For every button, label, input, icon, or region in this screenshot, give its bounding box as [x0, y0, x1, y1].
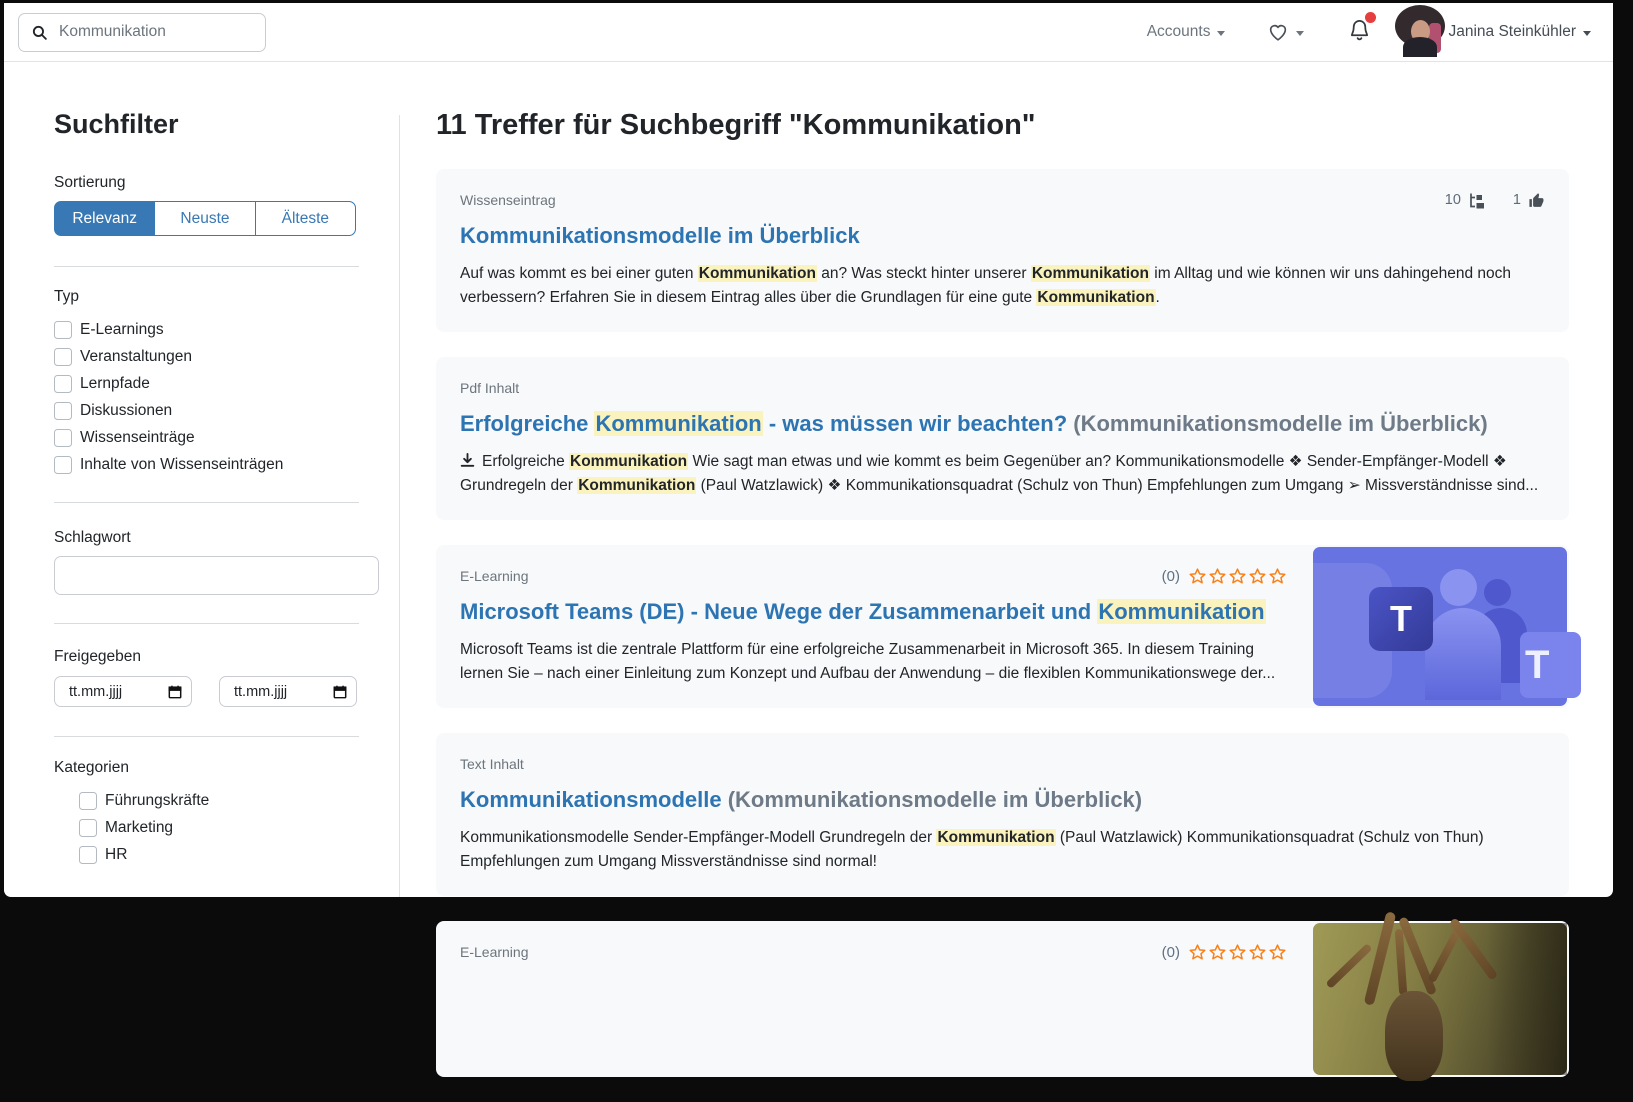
chevron-down-icon [1583, 31, 1591, 36]
chevron-down-icon [1217, 31, 1225, 36]
checkbox-label: Inhalte von Wissenseinträgen [80, 455, 284, 473]
calendar-icon[interactable] [168, 685, 182, 699]
checkbox-label: Veranstaltungen [80, 347, 193, 365]
top-bar [4, 3, 1613, 62]
star-outline-icon [1228, 943, 1247, 962]
checkbox-unchecked[interactable] [54, 321, 72, 339]
result-card [436, 733, 1569, 896]
released-from-date-input[interactable]: tt.mm.jjjj [54, 676, 192, 707]
checkbox-unchecked[interactable] [54, 402, 72, 420]
result-rating [1162, 567, 1287, 586]
checkbox-unchecked[interactable] [79, 846, 97, 864]
type-filter-option-lernpfade[interactable] [54, 370, 359, 397]
sort-button-relevanz[interactable]: Relevanz [54, 201, 155, 236]
download-icon [460, 453, 475, 468]
vertical-divider [399, 115, 400, 897]
results-heading: 11 Treffer für Suchbegriff "Kommunikation" [436, 109, 1036, 141]
checkbox-label: HR [105, 845, 128, 863]
divider [54, 266, 359, 267]
checkbox-label: Lernpfade [80, 374, 150, 392]
star-outline-icon [1188, 567, 1207, 586]
global-search[interactable] [18, 13, 266, 52]
calendar-icon[interactable] [333, 685, 347, 699]
notification-badge [1365, 12, 1376, 23]
stat-value: 10 [1444, 192, 1461, 208]
rating-count: (0) [1161, 943, 1180, 961]
divider [54, 502, 359, 503]
category-filter-option-marketing[interactable] [79, 814, 359, 841]
star-outline-icon [1268, 567, 1287, 586]
keyword-input[interactable] [54, 556, 379, 595]
category-filter-option-hr[interactable] [79, 841, 359, 868]
rating-count: (0) [1161, 567, 1180, 585]
result-type-label: E-Learning [460, 568, 529, 585]
result-title-link[interactable]: Kommunikationsmodelle (Kommunikationsmodelle im Überblick) [460, 787, 1143, 813]
result-stats [1445, 192, 1545, 209]
checkbox-label: E-Learnings [80, 320, 164, 338]
type-filter-option-veranstaltungen[interactable] [54, 343, 359, 370]
notifications-button[interactable] [1348, 18, 1371, 46]
result-description: Auf was kommt es bei einer guten Kommunikation an? Was steckt hinter unserer Kommunikation im Alltag und wie können wir uns dahingehend noch verbessern? Erfahren Sie in diesem Eintrag alles über die Grundlagen für eine gute Kommunikation. [460, 265, 1512, 307]
checkbox-unchecked[interactable] [54, 429, 72, 447]
result-title-link[interactable]: Erfolgreiche Kommunikation - was müssen wir beachten? (Kommunikationsmodelle im Überblick) [460, 411, 1488, 437]
type-filter-list [54, 316, 359, 478]
sitemap-icon [1468, 192, 1485, 209]
favorites-menu[interactable] [1267, 21, 1304, 43]
sidebar-title: Suchfilter [54, 109, 179, 139]
checkbox-unchecked[interactable] [54, 375, 72, 393]
sort-button-älteste[interactable]: Älteste [255, 201, 356, 236]
result-type-label: E-Learning [460, 944, 529, 961]
star-outline-icon [1188, 943, 1207, 962]
checkbox-label: Führungskräfte [105, 791, 210, 809]
result-title-link[interactable]: Kommunikationsmodelle im Überblick [460, 223, 860, 248]
star-outline-icon [1268, 943, 1287, 962]
sort-label: Sortierung [54, 174, 126, 191]
checkbox-label: Diskussionen [80, 401, 173, 419]
sort-button-group [54, 201, 356, 236]
app-window [4, 3, 1613, 961]
type-filter-option-diskussionen[interactable] [54, 397, 359, 424]
checkbox-label: Wissenseinträge [80, 428, 195, 446]
checkbox-unchecked[interactable] [54, 348, 72, 366]
checkbox-unchecked[interactable] [54, 456, 72, 474]
deer-image [1385, 991, 1443, 1081]
checkbox-label: Marketing [105, 818, 174, 836]
type-filter-option-wissenseinträge[interactable] [54, 424, 359, 451]
avatar [1401, 13, 1439, 51]
chevron-down-icon [1296, 31, 1304, 36]
results-list [436, 169, 1569, 1077]
result-description: Kommunikationsmodelle Sender-Empfänger-Modell Grundregeln der Kommunikation (Paul Watzlawick) Kommunikationsquadrat (Schulz von Thun) Empfehlungen zum Umgang Missverständnisse sind normal! [460, 829, 1484, 871]
star-outline-icon [1248, 567, 1267, 586]
result-thumbnail-teams[interactable] [1313, 547, 1567, 706]
result-card [436, 921, 1569, 1077]
result-type-label: Text Inhalt [460, 756, 524, 773]
teams-tile-partial: T [1520, 632, 1581, 698]
accounts-menu[interactable] [1147, 23, 1226, 41]
result-card [436, 169, 1569, 332]
type-filter-label: Typ [54, 288, 79, 305]
star-outline-icon [1228, 567, 1247, 586]
result-description: Erfolgreiche Kommunikation Wie sagt man etwas und wie kommt es beim Gegenüber an? Kommunikationsmodelle ❖ Sender-Empfänger-Modell ❖ Grundregeln der Kommunikation (Paul Watzlawick) ❖ Kommunikationsquadrat (Schulz von Thun) Empfehlungen zum Umgang ➢ Missverständnisse sind... [460, 453, 1539, 495]
checkbox-unchecked[interactable] [79, 792, 97, 810]
heart-icon [1267, 21, 1289, 43]
search-input[interactable] [57, 22, 255, 42]
type-filter-option-e-learnings[interactable] [54, 316, 359, 343]
star-outline-icon [1208, 567, 1227, 586]
released-to-date-input[interactable]: tt.mm.jjjj [219, 676, 357, 707]
divider [54, 736, 359, 737]
star-outline-icon [1208, 943, 1227, 962]
star-outline-icon [1248, 943, 1267, 962]
search-icon [31, 24, 48, 41]
result-title-link[interactable]: Microsoft Teams (DE) - Neue Wege der Zusammenarbeit und Kommunikation [460, 599, 1265, 625]
result-type-label: Wissenseintrag [460, 192, 556, 208]
released-label: Freigegeben [54, 648, 142, 665]
search-filter-sidebar [54, 61, 359, 868]
user-menu[interactable] [1401, 13, 1591, 51]
result-card [436, 357, 1569, 520]
result-type-label: Pdf Inhalt [460, 380, 520, 397]
stat-value: 1 [1512, 192, 1521, 208]
keyword-label: Schlagwort [54, 529, 131, 546]
result-rating [1162, 943, 1287, 962]
type-filter-option-inhalte-von-wissenseinträgen[interactable] [54, 451, 359, 478]
categories-filter-list [54, 787, 359, 868]
result-thumbnail-deer[interactable] [1313, 923, 1567, 1075]
sort-button-neuste[interactable]: Neuste [154, 201, 255, 236]
result-description: Microsoft Teams ist die zentrale Plattform für eine erfolgreiche Zusammenarbeit in Microsoft 365. In diesem Training lernen Sie – nach einer Einleitung zum Konzept und Aufbau der Anwendung – die flexiblen Kommunikationswege der... [460, 641, 1276, 683]
thumbs-up-icon [1528, 192, 1545, 209]
search-results-panel [436, 61, 1569, 1102]
category-filter-option-führungskräfte[interactable] [79, 787, 359, 814]
divider [54, 623, 359, 624]
user-name: Janina Steinkühler [1448, 23, 1576, 40]
result-card [436, 545, 1569, 708]
teams-logo: T [1369, 587, 1433, 651]
checkbox-unchecked[interactable] [79, 819, 97, 837]
categories-label: Kategorien [54, 759, 129, 776]
accounts-label: Accounts [1146, 23, 1211, 40]
